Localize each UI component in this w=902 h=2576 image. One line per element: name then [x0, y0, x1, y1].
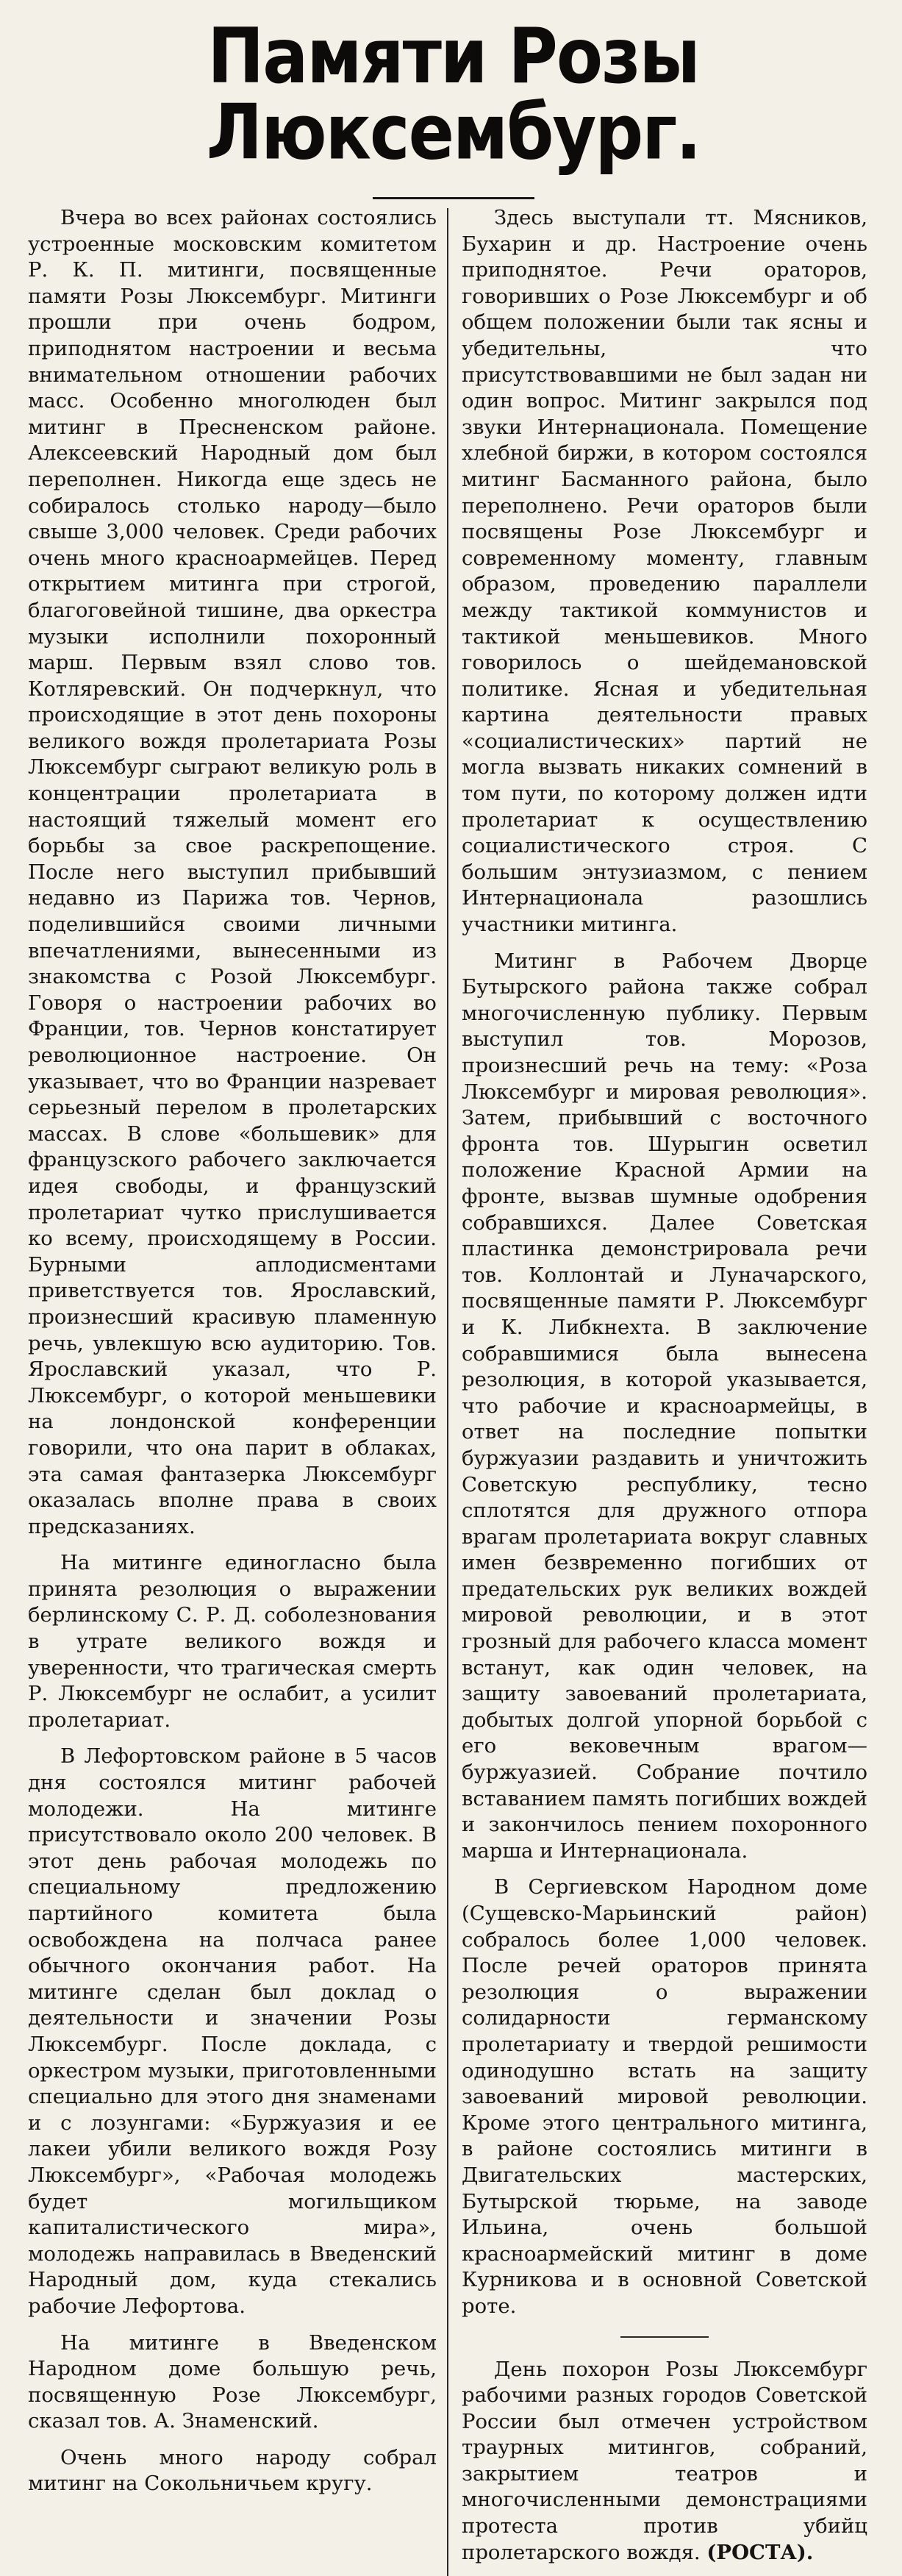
article-paragraph: В Сергиевском Народном доме (Сущевско-Марьинский район) собралось более 1,000 человек. После речей ораторов принята резолюция о выражении солидарности германскому пролетариату и твердой решимости одинодушно встать на защиту завоеваний мировой революции. Кроме этого центрального митинга, в районе состоялись митинги в Двигательских мастерских, Бутырской тюрьме, на заводе Ильина, очень большой красноармейский митинг в доме Курникова и в основной Советской роте. — [462, 1875, 867, 2318]
article-title: Памяти Розы Люксембург. — [206, 13, 701, 176]
right-column — [448, 205, 867, 2576]
section-rule — [620, 2336, 709, 2338]
article-paragraph: Митинг в Рабочем Дворце Бутырского района также собрал многочисленную публику. Первым выступил тов. Морозов, произнесший речь на тему: «Роза Люксембург и мировая революция». Затем, прибывший с восточного фронта тов. Шурыгин осветил положение Красной Армии на фронте, вызвав шумные одобрения собравшихся. Далее Советская пластинка демонстрировала речи тов. Коллонтай и Луначарского, посвященные памяти Р. Люксембург и К. Либкнехта. В заключение собравшимися была вынесена резолюция, в которой указывается, что рабочие и красноармейцы, в ответ на последние попытки буржуазии раздавить и уничтожить Советскую республику, тесно сплотятся для дружного отпора врагам пролетариата вокруг славных имен безвременно погибших от предательских рук великих вождей мировой революции, и в этот грозный для рабочего класса момент встанут, как один человек, на защиту завоеваний пролетариата, добытых долгой упорной борьбой с его вековечным врагом—буржуазией. Собрание почтило вставанием память погибших вождей и закончилось пением похоронного марша и Интернационала. — [462, 949, 867, 1863]
article-paragraph: Здесь выступали тт. Мясников, Бухарин и др. Настроение очень приподнятое. Речи ораторов, говоривших о Розе Люксембург и об общем положении были так ясны и убедительны, что присутствовавшими не был задан ни один вопрос. Митинг закрылся под звуки Интернационала. Помещение хлебной биржи, в котором состоялся митинг Басманного района, было переполнено. Речи ораторов были посвящены Розе Люксембург и современному моменту, главным образом, проведению параллели между тактикой коммунистов и тактикой меньшевиков. Много говорилось о шейдемановской политике. Ясная и убедительная картина деятельности правых «социалистических» партий не могла вызвать никаких сомнений в том пути, по которому должен идти пролетариат к осуществлению социалистического строя. С большим энтузиазмом, с пением Интернационала разошлись участники митинга. — [462, 206, 867, 937]
source-credit: (РОСТА). — [706, 2540, 814, 2564]
title-rule — [373, 197, 534, 199]
article-paragraph: В Лефортовском районе в 5 часов дня состоялся митинг рабочей молодежи. На митинге присутствовало около 200 человек. В этот день рабочая молодежь по специальному предложению партийного комитета была освобождена на полчаса ранее обычного окончания работ. На митинге сделан был доклад о деятельности и значении Розы Люксембург. После доклада, с оркестром музыки, приготовленными специально для этого дня знаменами и с лозунгами: «Буржуазия и ее лакеи убили великого вождя Розу Люксембург», «Рабочая молодежь будет могильщиком капиталистического мира», молодежь направилась в Введенский Народный дом, куда стекались рабочие Лефортова. — [28, 1744, 437, 2318]
article-paragraph: Вчера во всех районах состоялись устроенные московским комитетом Р. К. П. митинги, посвященные памяти Розы Люксембург. Митинги прошли при очень бодром, приподнятом настроении и весьма внимательном отношении рабочих масс. Особенно многолюден был митинг в Пресненском районе. Алексеевский Народный дом был переполнен. Никогда еще здесь не собиралось столько народу—было свыше 3,000 человек. Среди рабочих очень много красноармейцев. Перед открытием митинга при строгой, благоговейной тишине, два оркестра музыки исполнили похоронный марш. Первым взял слово тов. Котляревский. Он подчеркнул, что происходящие в этот день похороны великого вождя пролетариата Розы Люксембург сыграют великую роль в концентрации пролетариата в настоящий тяжелый момент его борьбы за свое раскрепощение. После него выступил прибывший недавно из Парижа тов. Чернов, поделившийся своими личными впечатлениями, вынесенными из знакомства с Розой Люксембург. Говоря о настроении рабочих во Франции, тов. Чернов констатирует революционное настроение. Он указывает, что во Франции назревает серьезный перелом в пролетарских массах. В слове «большевик» для французского рабочего заключается идея свободы, и французский пролетариат чутко прислушивается ко всему, происходящему в России. Бурными аплодисментами приветствуется тов. Ярославский, произнесший красивую пламенную речь, увлекшую всю аудиторию. Тов. Ярославский указал, что Р. Люксембург, о которой меньшевики на лондонской конференции говорили, что она парит в облаках, эта самая фантазерка Люксембург оказалась вполне права в своих предсказаниях. — [28, 206, 437, 1538]
article-columns — [28, 205, 878, 2576]
closing-paragraph — [462, 2357, 867, 2566]
article-paragraph: Очень много народу собрал митинг на Сокольничьем кругу. — [28, 2445, 437, 2496]
left-column — [28, 205, 447, 2508]
closing-text: День похорон Розы Люксембург рабочими разных городов Советской России был отмечен устройством траурных митингов, собраний, закрытием театров и многочисленными демонстрациями протеста против убийц пролетарского вождя. — [462, 2357, 867, 2564]
article-paragraph: На митинге единогласно была принята резолюция о выражении берлинскому С. Р. Д. соболезнования в утрате великого вождя и уверенности, что трагическая смерть Р. Люксембург не ослабит, а усилит пролетариат. — [28, 1551, 437, 1732]
article-paragraph: На митинге в Введенском Народном доме большую речь, посвященную Розе Люксембург, сказал тов. А. Знаменский. — [28, 2330, 437, 2433]
